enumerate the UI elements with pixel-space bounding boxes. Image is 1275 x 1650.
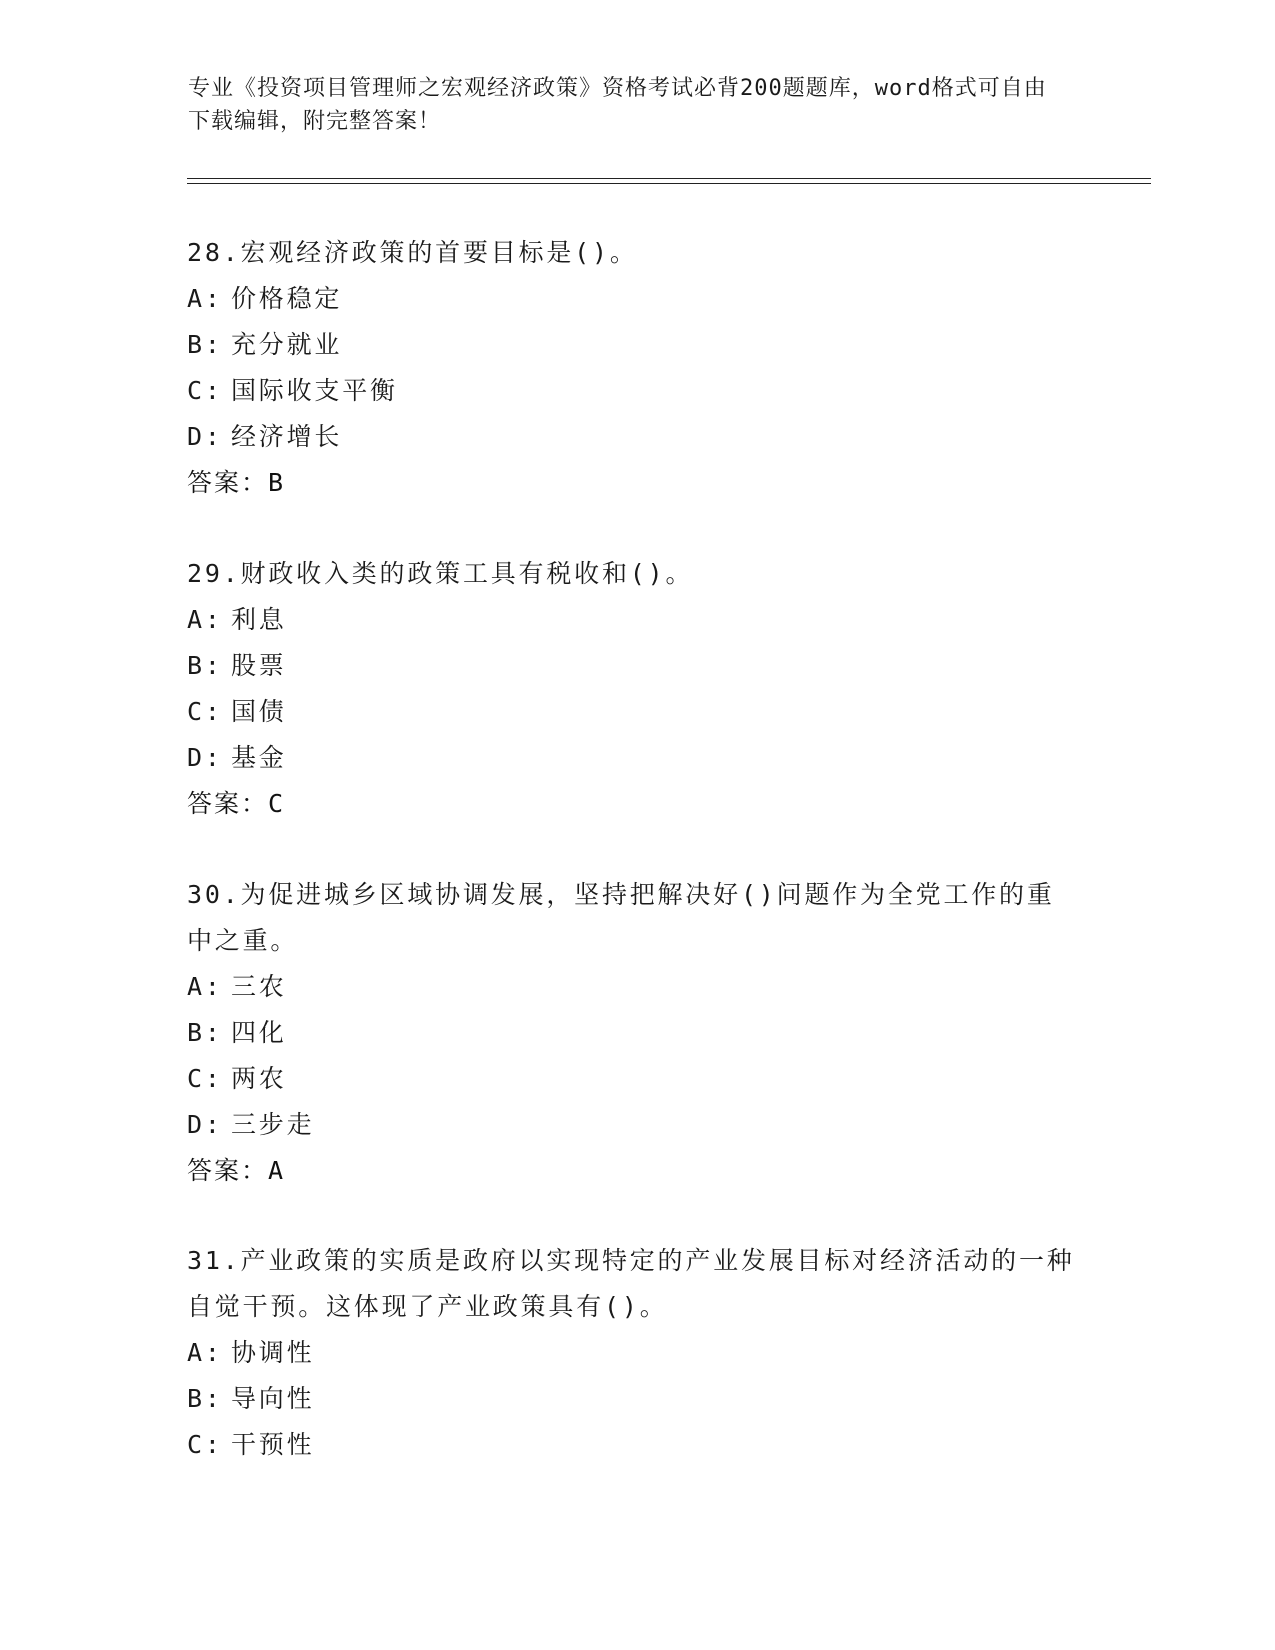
question-stem: 31.产业政策的实质是政府以实现特定的产业发展目标对经济活动的一种自觉干预。这体现了产业政策具有()。 (187, 1246, 1075, 1321)
option-d (187, 735, 1087, 781)
answer-value: C (268, 789, 286, 818)
option-text: 导向性 (231, 1384, 315, 1413)
answer-line (187, 1148, 1087, 1194)
option-d (187, 1102, 1087, 1148)
option-text: 基金 (231, 743, 287, 772)
option-letter: B: (187, 330, 223, 359)
option-b (187, 322, 1087, 368)
option-a (187, 597, 1087, 643)
header-divider-bottom (187, 183, 1151, 184)
option-c (187, 368, 1087, 414)
option-c (187, 1056, 1087, 1102)
option-letter: D: (187, 422, 223, 451)
option-letter: A: (187, 972, 223, 1001)
option-b (187, 643, 1087, 689)
answer-label: 答案： (187, 468, 269, 497)
option-text: 协调性 (231, 1338, 315, 1367)
option-letter: B: (187, 651, 223, 680)
answer-label: 答案： (187, 789, 269, 818)
option-letter: B: (187, 1384, 223, 1413)
option-c (187, 689, 1087, 735)
option-text: 国债 (231, 697, 287, 726)
option-letter: A: (187, 605, 223, 634)
option-letter: C: (187, 1064, 223, 1093)
option-text: 干预性 (231, 1430, 315, 1459)
question-stem: 29.财政收入类的政策工具有税收和()。 (187, 559, 694, 588)
option-letter: B: (187, 1018, 223, 1047)
question-29 (187, 551, 1087, 827)
option-text: 两农 (231, 1064, 287, 1093)
answer-line (187, 781, 1087, 827)
option-text: 价格稳定 (231, 284, 343, 313)
question-stem: 30.为促进城乡区域协调发展，坚持把解决好()问题作为全党工作的重中之重。 (187, 880, 1055, 955)
option-a (187, 276, 1087, 322)
answer-line (187, 460, 1087, 506)
option-letter: A: (187, 1338, 223, 1367)
option-letter: C: (187, 376, 223, 405)
document-intro: 专业《投资项目管理师之宏观经济政策》资格考试必背200题题库，word格式可自由下载编辑，附完整答案！ (188, 76, 1047, 134)
option-text: 三步走 (231, 1110, 315, 1139)
option-b (187, 1376, 1087, 1422)
option-d (187, 414, 1087, 460)
option-text: 利息 (231, 605, 287, 634)
option-letter: D: (187, 743, 223, 772)
option-text: 国际收支平衡 (231, 376, 398, 405)
option-text: 四化 (231, 1018, 287, 1047)
option-text: 经济增长 (231, 422, 343, 451)
option-text: 三农 (231, 972, 287, 1001)
answer-label: 答案： (187, 1156, 269, 1185)
header-divider-top (187, 178, 1151, 179)
option-letter: D: (187, 1110, 223, 1139)
question-stem: 28.宏观经济政策的首要目标是()。 (187, 238, 638, 267)
option-b (187, 1010, 1087, 1056)
option-letter: C: (187, 1430, 223, 1459)
answer-value: B (268, 468, 286, 497)
option-a (187, 1330, 1087, 1376)
option-text: 充分就业 (231, 330, 343, 359)
option-text: 股票 (231, 651, 287, 680)
question-28 (187, 230, 1087, 506)
option-letter: A: (187, 284, 223, 313)
option-letter: C: (187, 697, 223, 726)
question-30 (187, 872, 1087, 1194)
option-c (187, 1422, 1087, 1468)
question-31 (187, 1238, 1087, 1468)
option-a (187, 964, 1087, 1010)
answer-value: A (268, 1156, 286, 1185)
